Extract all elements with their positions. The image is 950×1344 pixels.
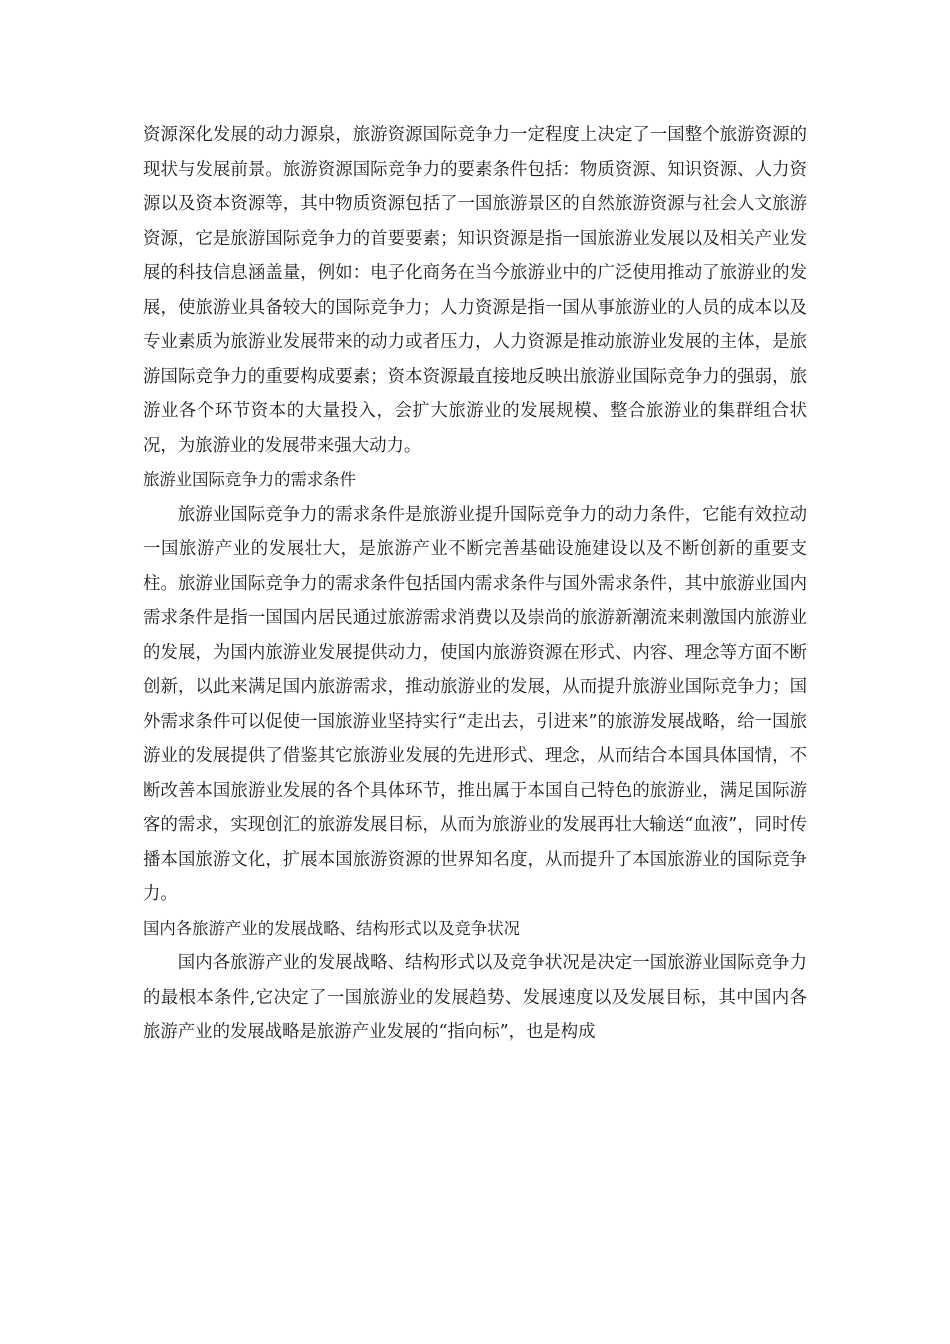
section-heading-demand-conditions: 旅游业国际竞争力的需求条件 [143,470,357,489]
section-heading-strategy-structure: 国内各旅游产业的发展战略、结构形式以及竞争状况 [143,918,520,938]
paragraph-demand-conditions: 旅游业国际竞争力的需求条件是旅游业提升国际竞争力的动力条件，它能有效拉动一国旅游产业的发展壮大，是旅游产业不断完善基础设施建设以及不断创新的重要支柱。旅游业国际竞争力的需求条件包括国内需求条件与国外需求条件，其中旅游业国内需求条件是指一国国内居民通过旅游需求消费以及崇尚的旅游新潮流来刺激国内旅游业的发展，为国内旅游业发展提供动力，使国内旅游资源在形式、内容、理念等方面不断创新，以此来满足国内旅游需求，推动旅游业的发展，从而提升旅游业国际竞争力；国外需求条件可以促使一国旅游业坚持实行“走出去，引进来”的旅游发展战略，给一国旅游业的发展提供了借鉴其它旅游业发展的先进形式、理念，从而结合本国具体国情，不断改善本国旅游业发展的各个具体环节，推出属于本国自己特色的旅游业，满足国际游客的需求，实现创汇的旅游发展目标，从而为旅游业的发展再壮大输送“血液”，同时传播本国旅游文化，扩展本国旅游资源的世界知名度，从而提升了本国旅游业的国际竞争力。 [143,504,807,904]
paragraph-strategy-structure: 国内各旅游产业的发展战略、结构形式以及竞争状况是决定一国旅游业国际竞争力的最根本条件,它决定了一国旅游业的发展趋势、发展速度以及发展目标，其中国内各旅游产业的发展战略是旅游产业发展的“指向标”，也是构成 [143,953,807,1042]
paragraph-resource-conditions: 资源深化发展的动力源泉，旅游资源国际竞争力一定程度上决定了一国整个旅游资源的现状与发展前景。旅游资源国际竞争力的要素条件包括：物质资源、知识资源、人力资源以及资本资源等，其中物质资源包括了一国旅游景区的自然旅游资源与社会人文旅游资源，它是旅游国际竞争力的首要要素；知识资源是指一国旅游业发展以及相关产业发展的科技信息涵盖量，例如：电子化商务在当今旅游业中的广泛使用推动了旅游业的发展，使旅游业具备较大的国际竞争力；人力资源是指一国从事旅游业的人员的成本以及专业素质为旅游业发展带来的动力或者压力，人力资源是推动旅游业发展的主体，是旅游国际竞争力的重要构成要素；资本资源最直接地反映出旅游业国际竞争力的强弱，旅游业各个环节资本的大量投入，会扩大旅游业的发展规模、整合旅游业的集群组合状况，为旅游业的发展带来强大动力。 [143,125,807,456]
document-body [143,118,807,1050]
